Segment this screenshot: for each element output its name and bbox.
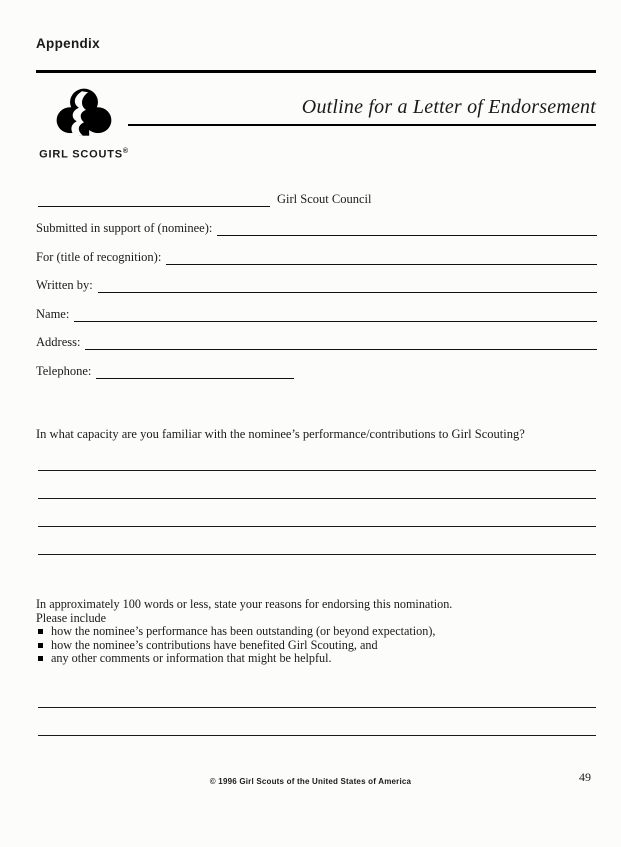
field-row-recognition-title bbox=[36, 248, 597, 265]
girl-scouts-logo bbox=[28, 88, 140, 161]
bullet-text-performance: how the nominee’s performance has been outstanding (or beyond expectation), bbox=[51, 624, 436, 639]
bullet-square-icon bbox=[38, 643, 43, 648]
council-input-line[interactable] bbox=[38, 190, 270, 207]
bullet-item-contributions bbox=[36, 639, 588, 653]
name-field-label: Name: bbox=[36, 307, 70, 321]
girl-scouts-logo-text bbox=[28, 148, 140, 161]
address-input-line[interactable] bbox=[85, 333, 597, 350]
logo-wordmark: GIRL SCOUTS bbox=[39, 148, 123, 161]
please-include-label: Please include bbox=[36, 610, 107, 625]
capacity-answer-line-1[interactable] bbox=[38, 470, 596, 471]
capacity-answer-line-2[interactable] bbox=[38, 498, 596, 499]
field-row-address bbox=[36, 333, 597, 350]
bullet-item-other-comments bbox=[36, 652, 588, 666]
girl-scouts-trefoil-icon bbox=[53, 88, 115, 140]
written-by-field-label: Written by: bbox=[36, 278, 93, 292]
page-number: 49 bbox=[579, 770, 591, 784]
reasons-answer-line-1[interactable] bbox=[38, 707, 596, 708]
page-title: Outline for a Letter of Endorsement bbox=[301, 96, 596, 118]
reasons-section bbox=[36, 598, 588, 666]
council-field-row bbox=[38, 190, 597, 207]
council-label: Girl Scout Council bbox=[277, 192, 372, 206]
nominee-field-label: Submitted in support of (nominee): bbox=[36, 221, 213, 235]
field-row-nominee bbox=[36, 219, 597, 236]
registered-trademark: ® bbox=[122, 148, 129, 155]
copyright-notice: © 1996 Girl Scouts of the United States of America bbox=[209, 777, 412, 786]
bullet-item-performance bbox=[36, 625, 588, 639]
recognition-title-field-label: For (title of recognition): bbox=[36, 250, 162, 264]
bullet-text-contributions: how the nominee’s contributions have benefited Girl Scouting, and bbox=[51, 637, 378, 652]
written-by-input-line[interactable] bbox=[98, 276, 597, 293]
recognition-title-input-line[interactable] bbox=[166, 248, 597, 265]
name-input-line[interactable] bbox=[74, 305, 597, 322]
field-row-telephone bbox=[36, 362, 597, 379]
telephone-input-line[interactable] bbox=[96, 362, 294, 379]
capacity-answer-line-4[interactable] bbox=[38, 554, 596, 555]
bullet-square-icon bbox=[38, 629, 43, 634]
nominee-input-line[interactable] bbox=[217, 219, 597, 236]
reasons-answer-line-2[interactable] bbox=[38, 735, 596, 736]
bullet-text-other-comments: any other comments or information that might be helpful. bbox=[51, 651, 332, 666]
field-row-written-by bbox=[36, 276, 597, 293]
appendix-heading: Appendix bbox=[36, 36, 100, 51]
top-rule bbox=[36, 70, 596, 73]
title-rule bbox=[128, 124, 596, 126]
bullet-square-icon bbox=[38, 656, 43, 661]
capacity-question: In what capacity are you familiar with the nominee’s performance/contributions to Girl Scouting? bbox=[36, 427, 525, 441]
capacity-answer-line-3[interactable] bbox=[38, 526, 596, 527]
address-field-label: Address: bbox=[36, 335, 81, 349]
reasons-intro: In approximately 100 words or less, state your reasons for endorsing this nomination. bbox=[36, 597, 453, 611]
telephone-field-label: Telephone: bbox=[36, 364, 92, 378]
field-row-name bbox=[36, 305, 597, 322]
